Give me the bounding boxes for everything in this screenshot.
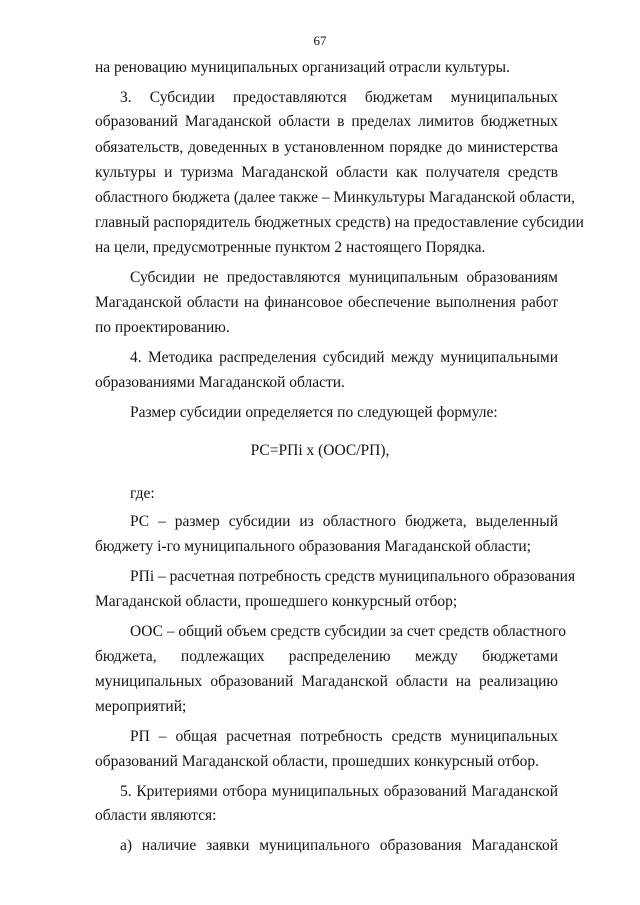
text-line: Магаданской области, прошедшего конкурсный отбор; xyxy=(95,593,458,610)
page-number: 67 xyxy=(313,33,327,48)
text-line: 4. Методика распределения субсидий между муниципальными xyxy=(130,349,558,366)
text-line: ООС – общий объем средств субсидии за счет средств областного xyxy=(130,623,567,640)
text-line: 5. Критериями отбора муниципальных образований Магаданской xyxy=(120,783,558,800)
text-line: главный распорядитель бюджетных средств) на предоставление субсидии xyxy=(95,214,584,231)
text-line: образований Магаданской области, прошедших конкурсный отбор. xyxy=(95,753,539,770)
text-line: на цели, предусмотренные пунктом 2 настоящего Порядка. xyxy=(95,239,486,256)
text-line: РС – размер субсидии из областного бюджета, выделенный xyxy=(130,513,558,530)
text-line: где: xyxy=(130,485,155,502)
text-line: образований Магаданской области в пределах лимитов бюджетных xyxy=(95,113,558,130)
text-line: а) наличие заявки муниципального образования Магаданской xyxy=(120,837,558,854)
text-line: на реновацию муниципальных организаций отрасли культуры. xyxy=(95,59,510,76)
text-line: по проектированию. xyxy=(95,319,230,336)
text-line: мероприятий; xyxy=(95,698,187,715)
text-line: областного бюджета (далее также – Минкультуры Магаданской области, xyxy=(95,189,576,206)
text-line: области являются: xyxy=(95,807,217,824)
text-line: образованиями Магаданской области. xyxy=(95,374,345,391)
text-line: культуры и туризма Магаданской области как получателя средств xyxy=(95,164,558,181)
formula: РС=РПi х (ООС/РП), xyxy=(250,442,390,459)
text-line: РП – общая расчетная потребность средств муниципальных xyxy=(130,728,558,745)
text-line: бюджета, подлежащих распределению между бюджетами xyxy=(95,648,558,665)
text-line: Размер субсидии определяется по следующей формуле: xyxy=(130,404,498,421)
text-line: 3. Субсидии предоставляются бюджетам муниципальных xyxy=(120,89,558,106)
text-line: Магаданской области на финансовое обеспечение выполнения работ xyxy=(95,294,558,311)
text-line: Субсидии не предоставляются муниципальным образованиям xyxy=(130,269,558,286)
text-line: муниципальных образований Магаданской области на реализацию xyxy=(95,673,558,690)
text-line: бюджету i-го муниципального образования Магаданской области; xyxy=(95,538,531,555)
text-line: обязательств, доведенных в установленном порядке до министерства xyxy=(95,139,558,156)
text-line: РПi – расчетная потребность средств муниципального образования xyxy=(130,568,576,585)
